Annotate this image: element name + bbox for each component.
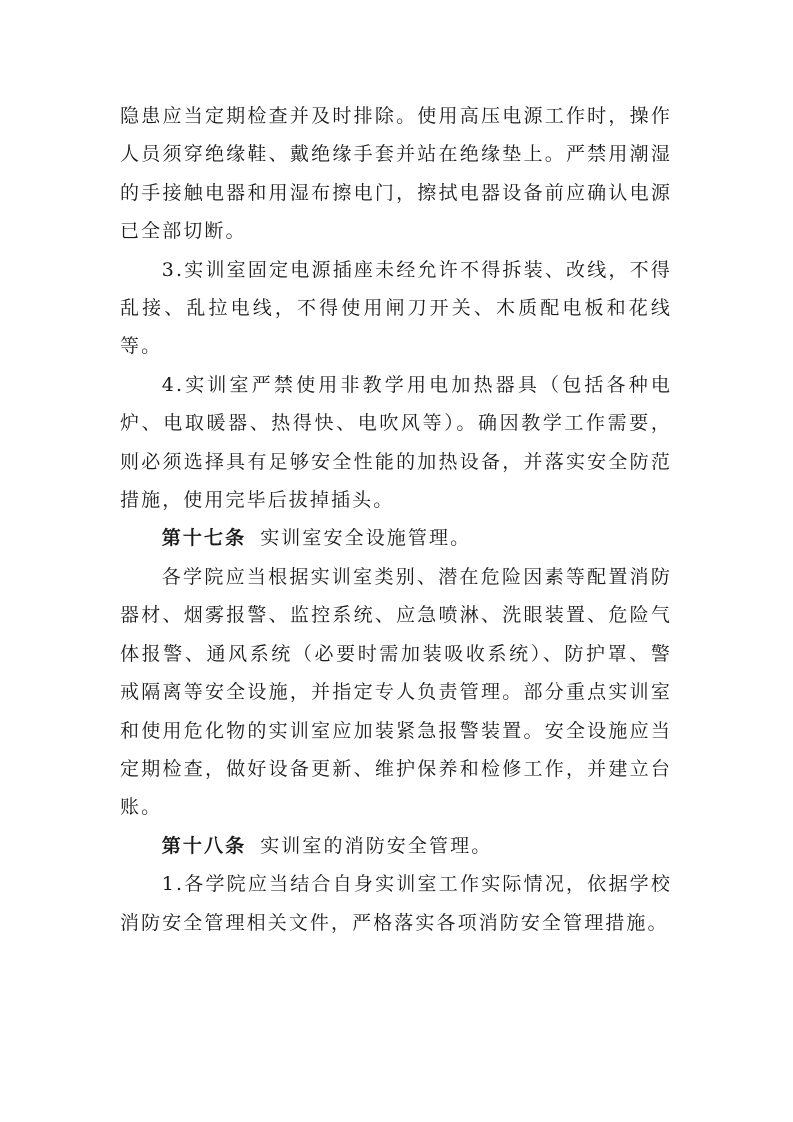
paragraph-fire-safety-item-1: 1.各学院应当结合自身实训室工作实际情况，依据学校消防安全管理相关文件，严格落实各项消防安全管理措施。: [120, 873, 672, 934]
paragraph-safety-facilities: 各学院应当根据实训室类别、潜在危险因素等配置消防器材、烟雾报警、监控系统、应急喷淋、洗眼装置、危险气体报警、通风系统（必要时需加装吸收系统）、防护罩、警戒隔离等安全设施，并指定专人负责管理。部分重点实训室和使用危化物的实训室应加装紧急报警装置。安全设施应当定期检查，做好设备更新、维护保养和检修工作，并建立台账。: [120, 565, 672, 819]
article-17-number: 第十七条: [161, 527, 247, 550]
article-18-number: 第十八条: [161, 834, 247, 857]
document-body: [120, 97, 672, 942]
paragraph-electrical-hazards: 隐患应当定期检查并及时排除。使用高压电源工作时，操作人员须穿绝缘鞋、戴绝缘手套并站在绝缘垫上。严禁用潮湿的手接触电器和用湿布擦电门，擦拭电器设备前应确认电源已全部切断。: [120, 105, 672, 243]
article-17-heading: [120, 519, 672, 557]
article-17-title: 实训室安全设施管理。: [260, 527, 472, 550]
article-18-title: 实训室的消防安全管理。: [260, 834, 493, 857]
article-18-heading: [120, 827, 672, 865]
paragraph-item-4: 4.实训室严禁使用非教学用电加热器具（包括各种电炉、电取暖器、热得快、电吹风等）。确因教学工作需要，则必须选择具有足够安全性能的加热设备，并落实安全防范措施，使用完毕后拔掉插头。: [120, 373, 672, 512]
paragraph-item-3: 3.实训室固定电源插座未经允许不得拆装、改线，不得乱接、乱拉电线，不得使用闸刀开关、木质配电板和花线等。: [120, 258, 672, 358]
